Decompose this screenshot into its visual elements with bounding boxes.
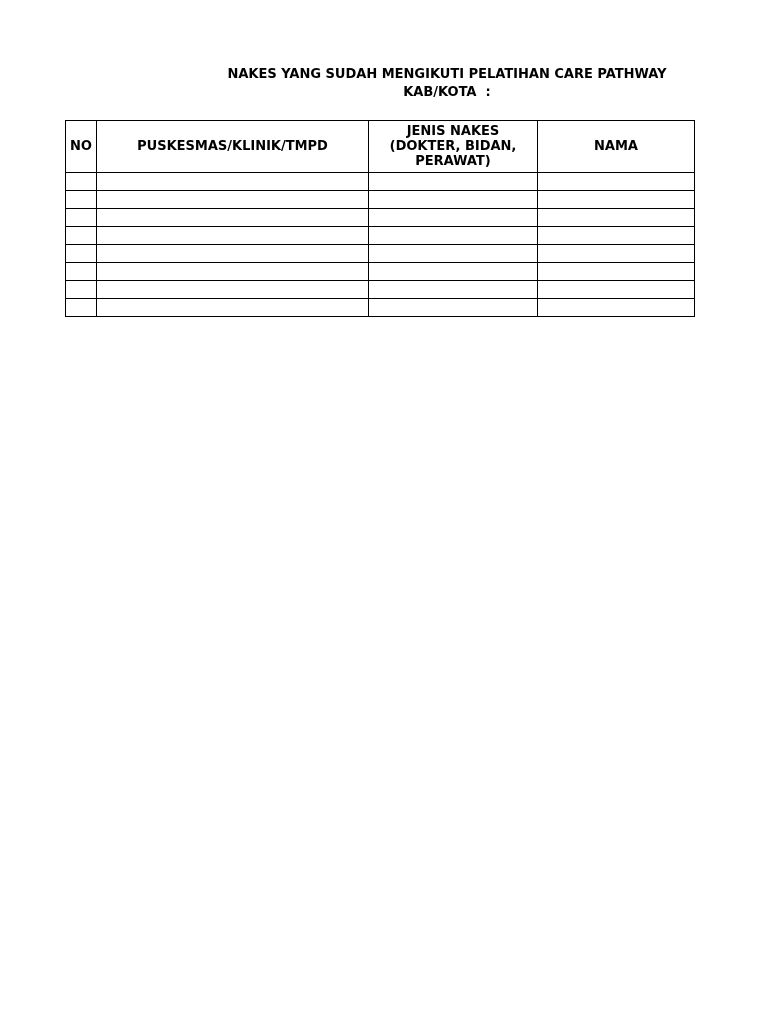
- table-row: [66, 281, 695, 299]
- table-row: [66, 263, 695, 281]
- header-no-label: NO: [70, 139, 92, 154]
- cell-no: [66, 209, 97, 227]
- cell-no: [66, 173, 97, 191]
- cell-puskesmas: [97, 245, 369, 263]
- table-row: [66, 245, 695, 263]
- nakes-table: [65, 120, 695, 317]
- cell-puskesmas: [97, 263, 369, 281]
- header-jenis-nakes-label: JENIS NAKES (DOKTER, BIDAN, PERAWAT): [389, 124, 517, 169]
- cell-puskesmas: [97, 173, 369, 191]
- header-no: [66, 121, 97, 173]
- document-title: [200, 66, 694, 102]
- cell-jenis-nakes: [369, 245, 538, 263]
- cell-nama: [538, 245, 695, 263]
- cell-puskesmas: [97, 227, 369, 245]
- cell-no: [66, 299, 97, 317]
- cell-jenis-nakes: [369, 299, 538, 317]
- table-row: [66, 173, 695, 191]
- cell-puskesmas: [97, 299, 369, 317]
- header-jenis-nakes: [369, 121, 538, 173]
- cell-no: [66, 263, 97, 281]
- cell-jenis-nakes: [369, 263, 538, 281]
- cell-puskesmas: [97, 209, 369, 227]
- cell-jenis-nakes: [369, 209, 538, 227]
- cell-nama: [538, 263, 695, 281]
- header-nama-label: NAMA: [594, 139, 638, 154]
- header-nama: [538, 121, 695, 173]
- title-line-2-kab-kota: KAB/KOTA :: [403, 85, 491, 100]
- cell-no: [66, 227, 97, 245]
- cell-jenis-nakes: [369, 227, 538, 245]
- cell-jenis-nakes: [369, 191, 538, 209]
- cell-nama: [538, 299, 695, 317]
- cell-puskesmas: [97, 281, 369, 299]
- cell-nama: [538, 227, 695, 245]
- table-row: [66, 191, 695, 209]
- cell-no: [66, 191, 97, 209]
- cell-jenis-nakes: [369, 281, 538, 299]
- header-puskesmas: [97, 121, 369, 173]
- cell-puskesmas: [97, 191, 369, 209]
- table-row: [66, 299, 695, 317]
- table-row: [66, 209, 695, 227]
- cell-nama: [538, 191, 695, 209]
- cell-nama: [538, 281, 695, 299]
- cell-no: [66, 281, 97, 299]
- cell-nama: [538, 173, 695, 191]
- cell-nama: [538, 209, 695, 227]
- cell-no: [66, 245, 97, 263]
- table-header-row: [66, 121, 695, 173]
- header-puskesmas-label: PUSKESMAS/KLINIK/TMPD: [137, 139, 328, 154]
- cell-jenis-nakes: [369, 173, 538, 191]
- title-line-1: NAKES YANG SUDAH MENGIKUTI PELATIHAN CARE PATHWAY: [227, 67, 667, 82]
- table-row: [66, 227, 695, 245]
